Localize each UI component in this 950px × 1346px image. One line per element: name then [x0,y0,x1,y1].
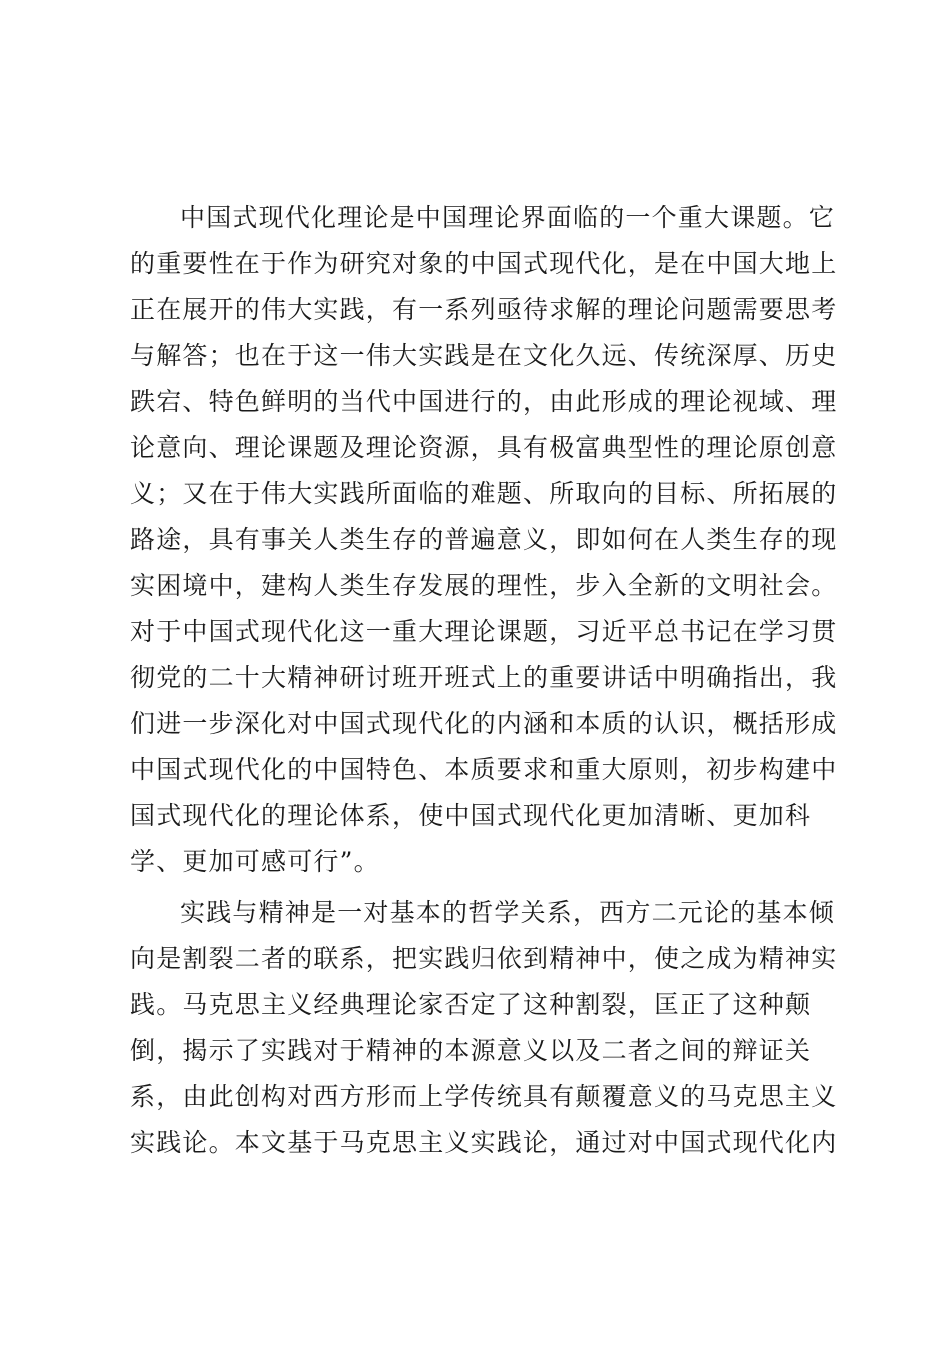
paragraph-line: 跌宕、特色鲜明的当代中国进行的，由此形成的理论视域、理 [130,387,838,416]
paragraph-line: 义；又在于伟大实践所面临的难题、所取向的目标、所拓展的 [130,479,838,508]
paragraph-line: 中国式现代化理论是中国理论界面临的一个重大课题。它 [180,203,836,232]
paragraph-1 [130,195,838,885]
paragraph-line: 们进一步深化对中国式现代化的内涵和本质的认识，概括形成 [130,709,838,738]
paragraph-line: 论意向、理论课题及理论资源，具有极富典型性的理论原创意 [130,433,838,462]
paragraph-line: 正在展开的伟大实践，有一系列亟待求解的理论问题需要思考 [130,295,838,324]
paragraph-line: 路途，具有事关人类生存的普遍意义，即如何在人类生存的现 [130,525,838,554]
paragraph-2 [130,890,838,1166]
paragraph-line: 实困境中，建构人类生存发展的理性，步入全新的文明社会。 [130,571,838,600]
paragraph-line: 国式现代化的理论体系，使中国式现代化更加清晰、更加科 [130,801,812,830]
paragraph-line: 对于中国式现代化这一重大理论课题，习近平总书记在学习贯 [130,617,838,646]
paragraph-line: 与解答；也在于这一伟大实践是在文化久远、传统深厚、历史 [130,341,838,370]
paragraph-line: 实践与精神是一对基本的哲学关系，西方二元论的基本倾 [180,898,836,927]
paragraph-line: 倒，揭示了实践对于精神的本源意义以及二者之间的辩证关 [130,1036,812,1065]
paragraph-line: 践。马克思主义经典理论家否定了这种割裂，匡正了这种颠 [130,990,812,1019]
paragraph-line: 学、更加可感可行”。 [130,847,380,876]
paragraph-line: 的重要性在于作为研究对象的中国式现代化，是在中国大地上 [130,249,838,278]
paragraph-line: 向是割裂二者的联系，把实践归依到精神中，使之成为精神实 [130,944,838,973]
paragraph-line: 彻党的二十大精神研讨班开班式上的重要讲话中明确指出，我 [130,663,838,692]
paragraph-line: 实践论。本文基于马克思主义实践论，通过对中国式现代化内 [130,1128,838,1157]
paragraph-line: 中国式现代化的中国特色、本质要求和重大原则，初步构建中 [130,755,838,784]
paragraph-line: 系，由此创构对西方形而上学传统具有颠覆意义的马克思主义 [130,1082,838,1111]
